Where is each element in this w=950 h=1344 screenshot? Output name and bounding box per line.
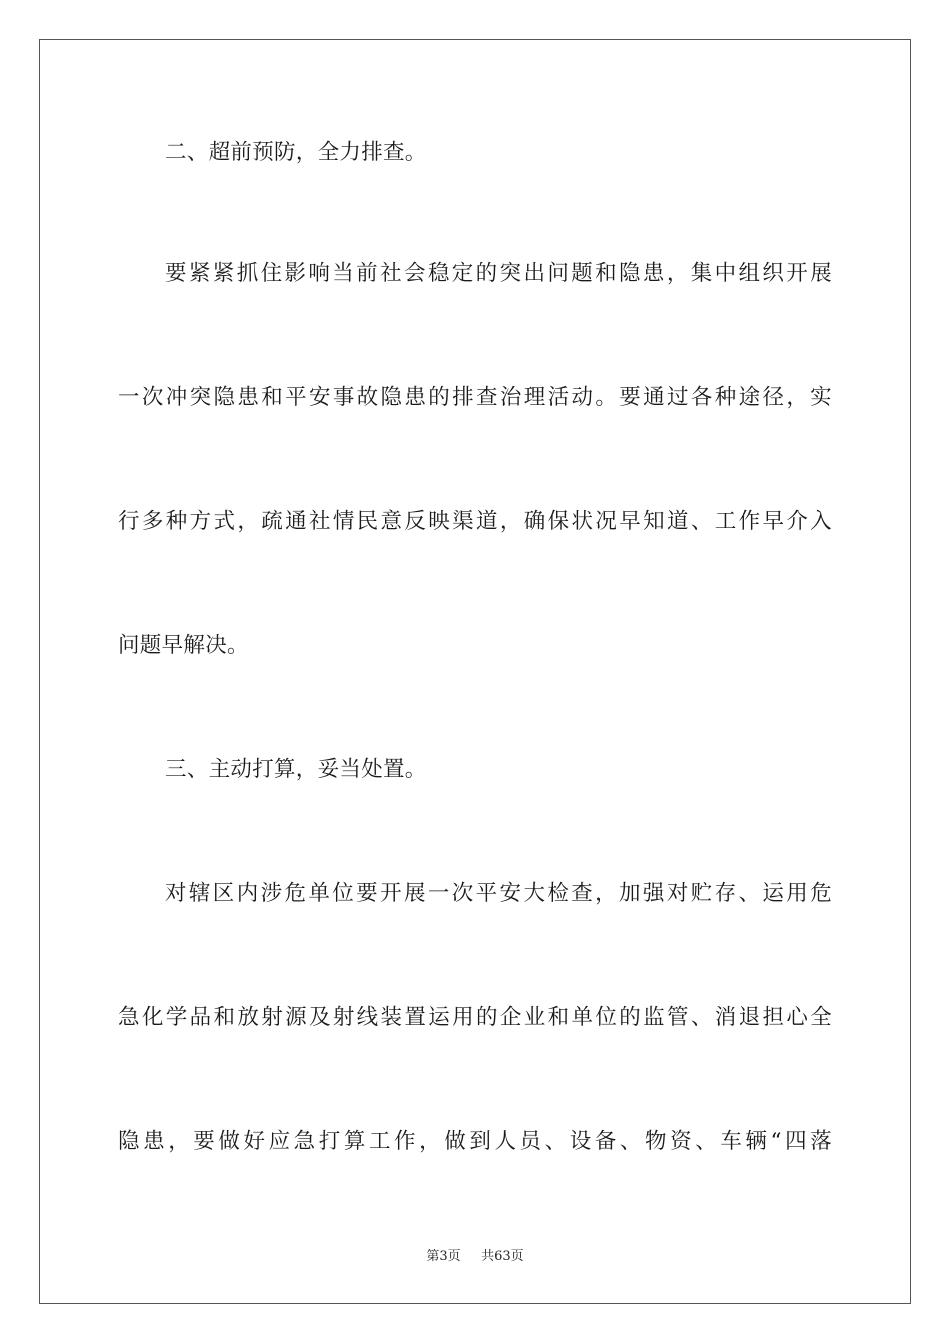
paragraph-line: 问题早解决。 <box>118 633 249 658</box>
page-border <box>39 39 911 1304</box>
paragraph-line: 隐患，要做好应急打算工作，做到人员、设备、物资、车辆“四落 <box>118 1129 832 1154</box>
page-total: 共63页 <box>481 1249 524 1264</box>
paragraph-line: 一次冲突隐患和平安事故隐患的排查治理活动。要通过各种途径，实 <box>118 385 832 410</box>
page-footer <box>0 1245 950 1264</box>
paragraph-line: 要紧紧抓住影响当前社会稳定的突出问题和隐患，集中组织开展 <box>165 261 832 286</box>
paragraph-line: 行多种方式，疏通社情民意反映渠道，确保状况早知道、工作早介入 <box>118 509 832 534</box>
paragraph-line: 急化学品和放射源及射线装置运用的企业和单位的监管、消退担心全 <box>118 1005 832 1030</box>
section-heading-2: 二、超前预防，全力排查。 <box>165 140 427 165</box>
section-heading-3: 三、主动打算，妥当处置。 <box>165 757 427 782</box>
paragraph-line: 对辖区内涉危单位要开展一次平安大检查，加强对贮存、运用危 <box>165 881 832 906</box>
page-number: 第3页 <box>426 1249 461 1264</box>
